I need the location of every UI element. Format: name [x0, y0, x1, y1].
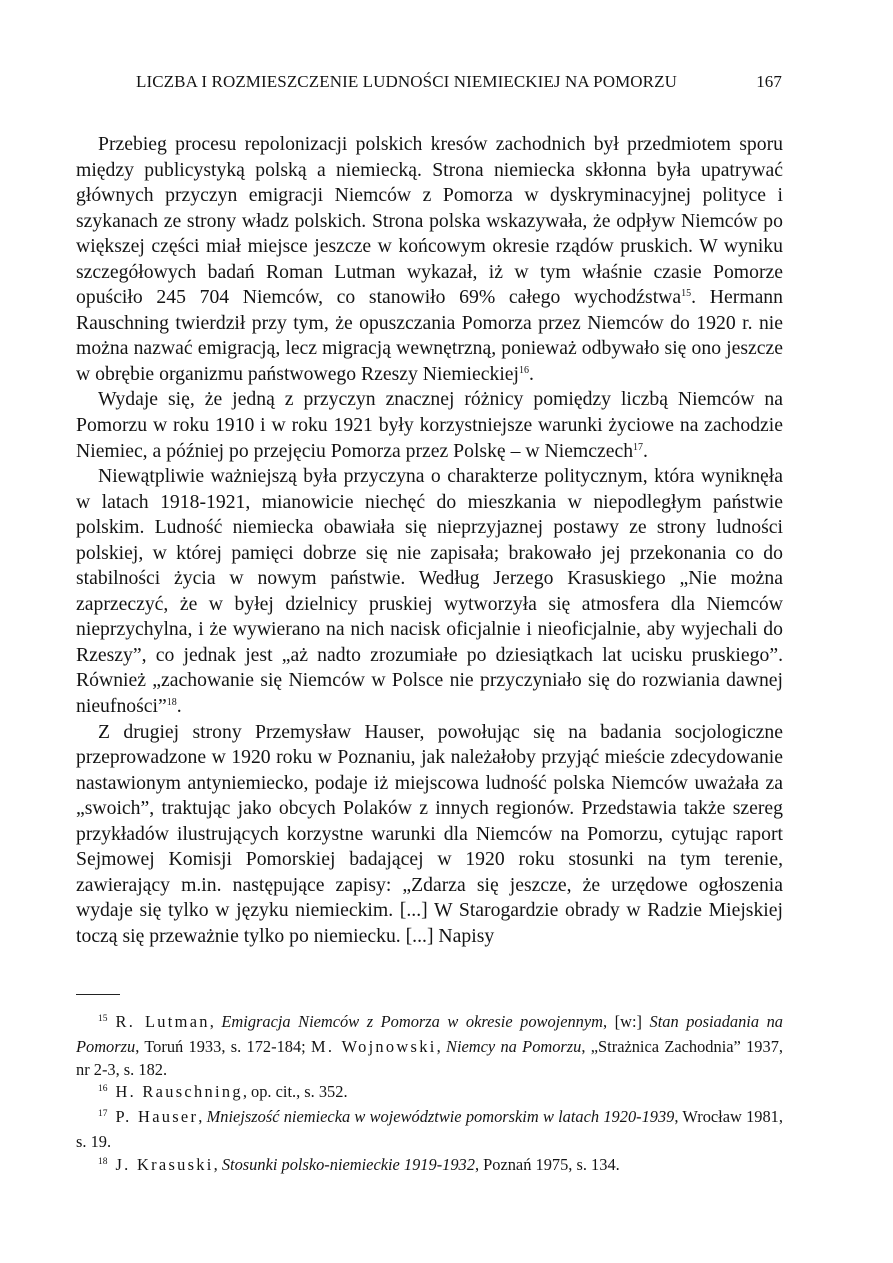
- footnote-ref-18[interactable]: 18: [166, 697, 177, 709]
- footnote-divider: [76, 994, 120, 995]
- footnote-text: , Toruń 1933, s. 172-184;: [135, 1037, 312, 1057]
- footnote-title: Stan posiadania na Pomorzu: [76, 1012, 783, 1057]
- footnote-ref-16[interactable]: 16: [519, 364, 530, 376]
- footnote-text: ,: [213, 1154, 222, 1174]
- paragraph-text: .: [176, 695, 182, 718]
- footnote-ref-17[interactable]: 17: [633, 441, 644, 453]
- footnote-title: Emigracja Niemców z Pomorza w okresie powojennym: [221, 1012, 603, 1031]
- paragraph-text: Wydaje się, że jedną z przyczyn znacznej różnicy pomiędzy liczbą Niemców na Pomorzu w roku 1910 i w roku 1921 były korzystniejsze warunki życiowe na zachodzie Niemiec, a później po przejęciu Pomorza przez Polskę – w Niemczech: [76, 388, 783, 462]
- paragraph-2: [76, 387, 783, 464]
- footnote-text: ,: [198, 1107, 207, 1127]
- footnote-text: ,: [436, 1037, 447, 1057]
- footnote-author: H. Rauschning: [115, 1081, 243, 1101]
- running-header: [136, 72, 782, 98]
- paragraph-3: [76, 464, 783, 719]
- footnote-author: M. Wojnowski: [311, 1037, 437, 1057]
- paragraph-4: [76, 720, 783, 950]
- paragraph-text: .: [643, 439, 648, 462]
- footnote-15: [76, 1011, 783, 1081]
- footnote-18: [76, 1154, 783, 1179]
- paragraph-text: . Hermann Rauschning twierdził przy tym, że opuszczania Pomorza przez Niemców do 1920 r. nie można nazwać emigracją, lecz migracją wewnętrzną, ponieważ odbywało się ono jeszcze w obrębie organizmu państwowego Rzeszy Niemieckiej: [76, 286, 783, 385]
- footnote-text: , Poznań 1975, s. 134.: [474, 1154, 620, 1174]
- main-text: [76, 132, 783, 950]
- footnote-author: R. Lutman: [115, 1012, 210, 1031]
- paragraph-text: Z drugiej strony Przemysław Hauser, powołując się na badania socjologiczne przeprowadzone w 1920 roku w Poznaniu, jak należałoby przyjąć mieście zdecydowanie nastawionym antyniemiecko, podaje iż miejscowa ludność polska Niemców uważała za „swoich”, traktując jako obcych Polaków z innych regionów. Przedstawia także szereg przykładów ilustrujących korzystne warunki dla Niemców na Pomorzu, cytując raport Sejmowej Komisji Pomorskiej badającej w 1920 roku stosunki na tym terenie, zawierający m.in. następujące zapisy: „Zdarza się jeszcze, że urzędowe ogłoszenia wydaje się tylko w języku niemieckim. [...] W Starogardzie obrady w Radzie Miejskiej toczą się przeważnie tylko po niemiecku. [...] Napisy: [76, 720, 783, 947]
- footnote-text: , „Strażnica Zachodnia” 1937, nr 2-3, s. 182.: [76, 1037, 783, 1079]
- footnote-number: 17: [98, 1109, 108, 1120]
- footnote-author: P. Hauser: [115, 1107, 199, 1127]
- footnote-number: 18: [98, 1156, 108, 1167]
- footnote-number: 16: [98, 1083, 108, 1094]
- page-number: 167: [756, 72, 782, 91]
- paragraph-text: Przebieg procesu repolonizacji polskich kresów zachodnich był przedmiotem sporu między publicystyką polską a niemiecką. Strona niemiecka skłonna była upatrywać głównych przyczyn emigracji Niemców z Pomorza w dyskryminacyjnej polityce i szykanach ze strony władz polskich. Strona polska wskazywała, że odpływ Niemców po większej części miał miejsce jeszcze w końcowym okresie rządów pruskich. W wyniku szczegółowych badań Roman Lutman wykazał, iż w tym właśnie czasie Pomorze opuściło 245 704 Niemców, co stanowiło 69% całego wychodźstwa: [76, 133, 783, 309]
- footnote-16: [76, 1081, 783, 1106]
- footnote-text: ,: [209, 1012, 222, 1031]
- footnote-text: , [w:]: [603, 1012, 650, 1031]
- footnote-title: Niemcy na Pomorzu: [446, 1037, 582, 1057]
- footnote-17: [76, 1106, 783, 1154]
- footnote-ref-15[interactable]: 15: [681, 288, 692, 300]
- footnote-title: Mniejszość niemiecka w województwie pomorskim w latach 1920-1939: [206, 1107, 675, 1127]
- footnote-author: J. Krasuski: [115, 1154, 214, 1174]
- paragraph-text: .: [529, 362, 534, 385]
- paragraph-text: Niewątpliwie ważniejszą była przyczyna o charakterze politycznym, która wyniknęła w latach 1918-1921, mianowicie niechęć do mieszkania w niepodległym państwie polskim. Ludność niemiecka obawiała się nieprzyjaznej postawy ze strony ludności polskiej, w której pamięci dobrze się nie zapisała; brakowało jej przekonania co do stabilności życia w nowym państwie. Według Jerzego Krasuskiego „Nie można zaprzeczyć, że w byłej dzielnicy pruskiej wytworzyła się atmosfera dla Niemców nieprzychylna, i że wywierano na nich nacisk oficjalnie i nieoficjalnie, aby wyjechali do Rzeszy”, co jednak jest „aż nadto zrozumiałe po dziesiątkach lat ucisku pruskiego”. Również „zachowanie się Niemców w Polsce nie przyczyniało się do rozwiania dawnej nieufności”: [76, 465, 783, 718]
- footnotes: [76, 1011, 783, 1179]
- footnote-title: Stosunki polsko-niemieckie 1919-1932: [221, 1154, 475, 1174]
- footnote-number: 15: [98, 1014, 108, 1024]
- footnote-text: , op. cit., s. 352.: [242, 1081, 348, 1101]
- running-title: LICZBA I ROZMIESZCZENIE LUDNOŚCI NIEMIECKIEJ NA POMORZU: [136, 72, 677, 91]
- footnote-text: , Wrocław 1981, s. 19.: [76, 1107, 783, 1152]
- paragraph-1: [76, 132, 783, 387]
